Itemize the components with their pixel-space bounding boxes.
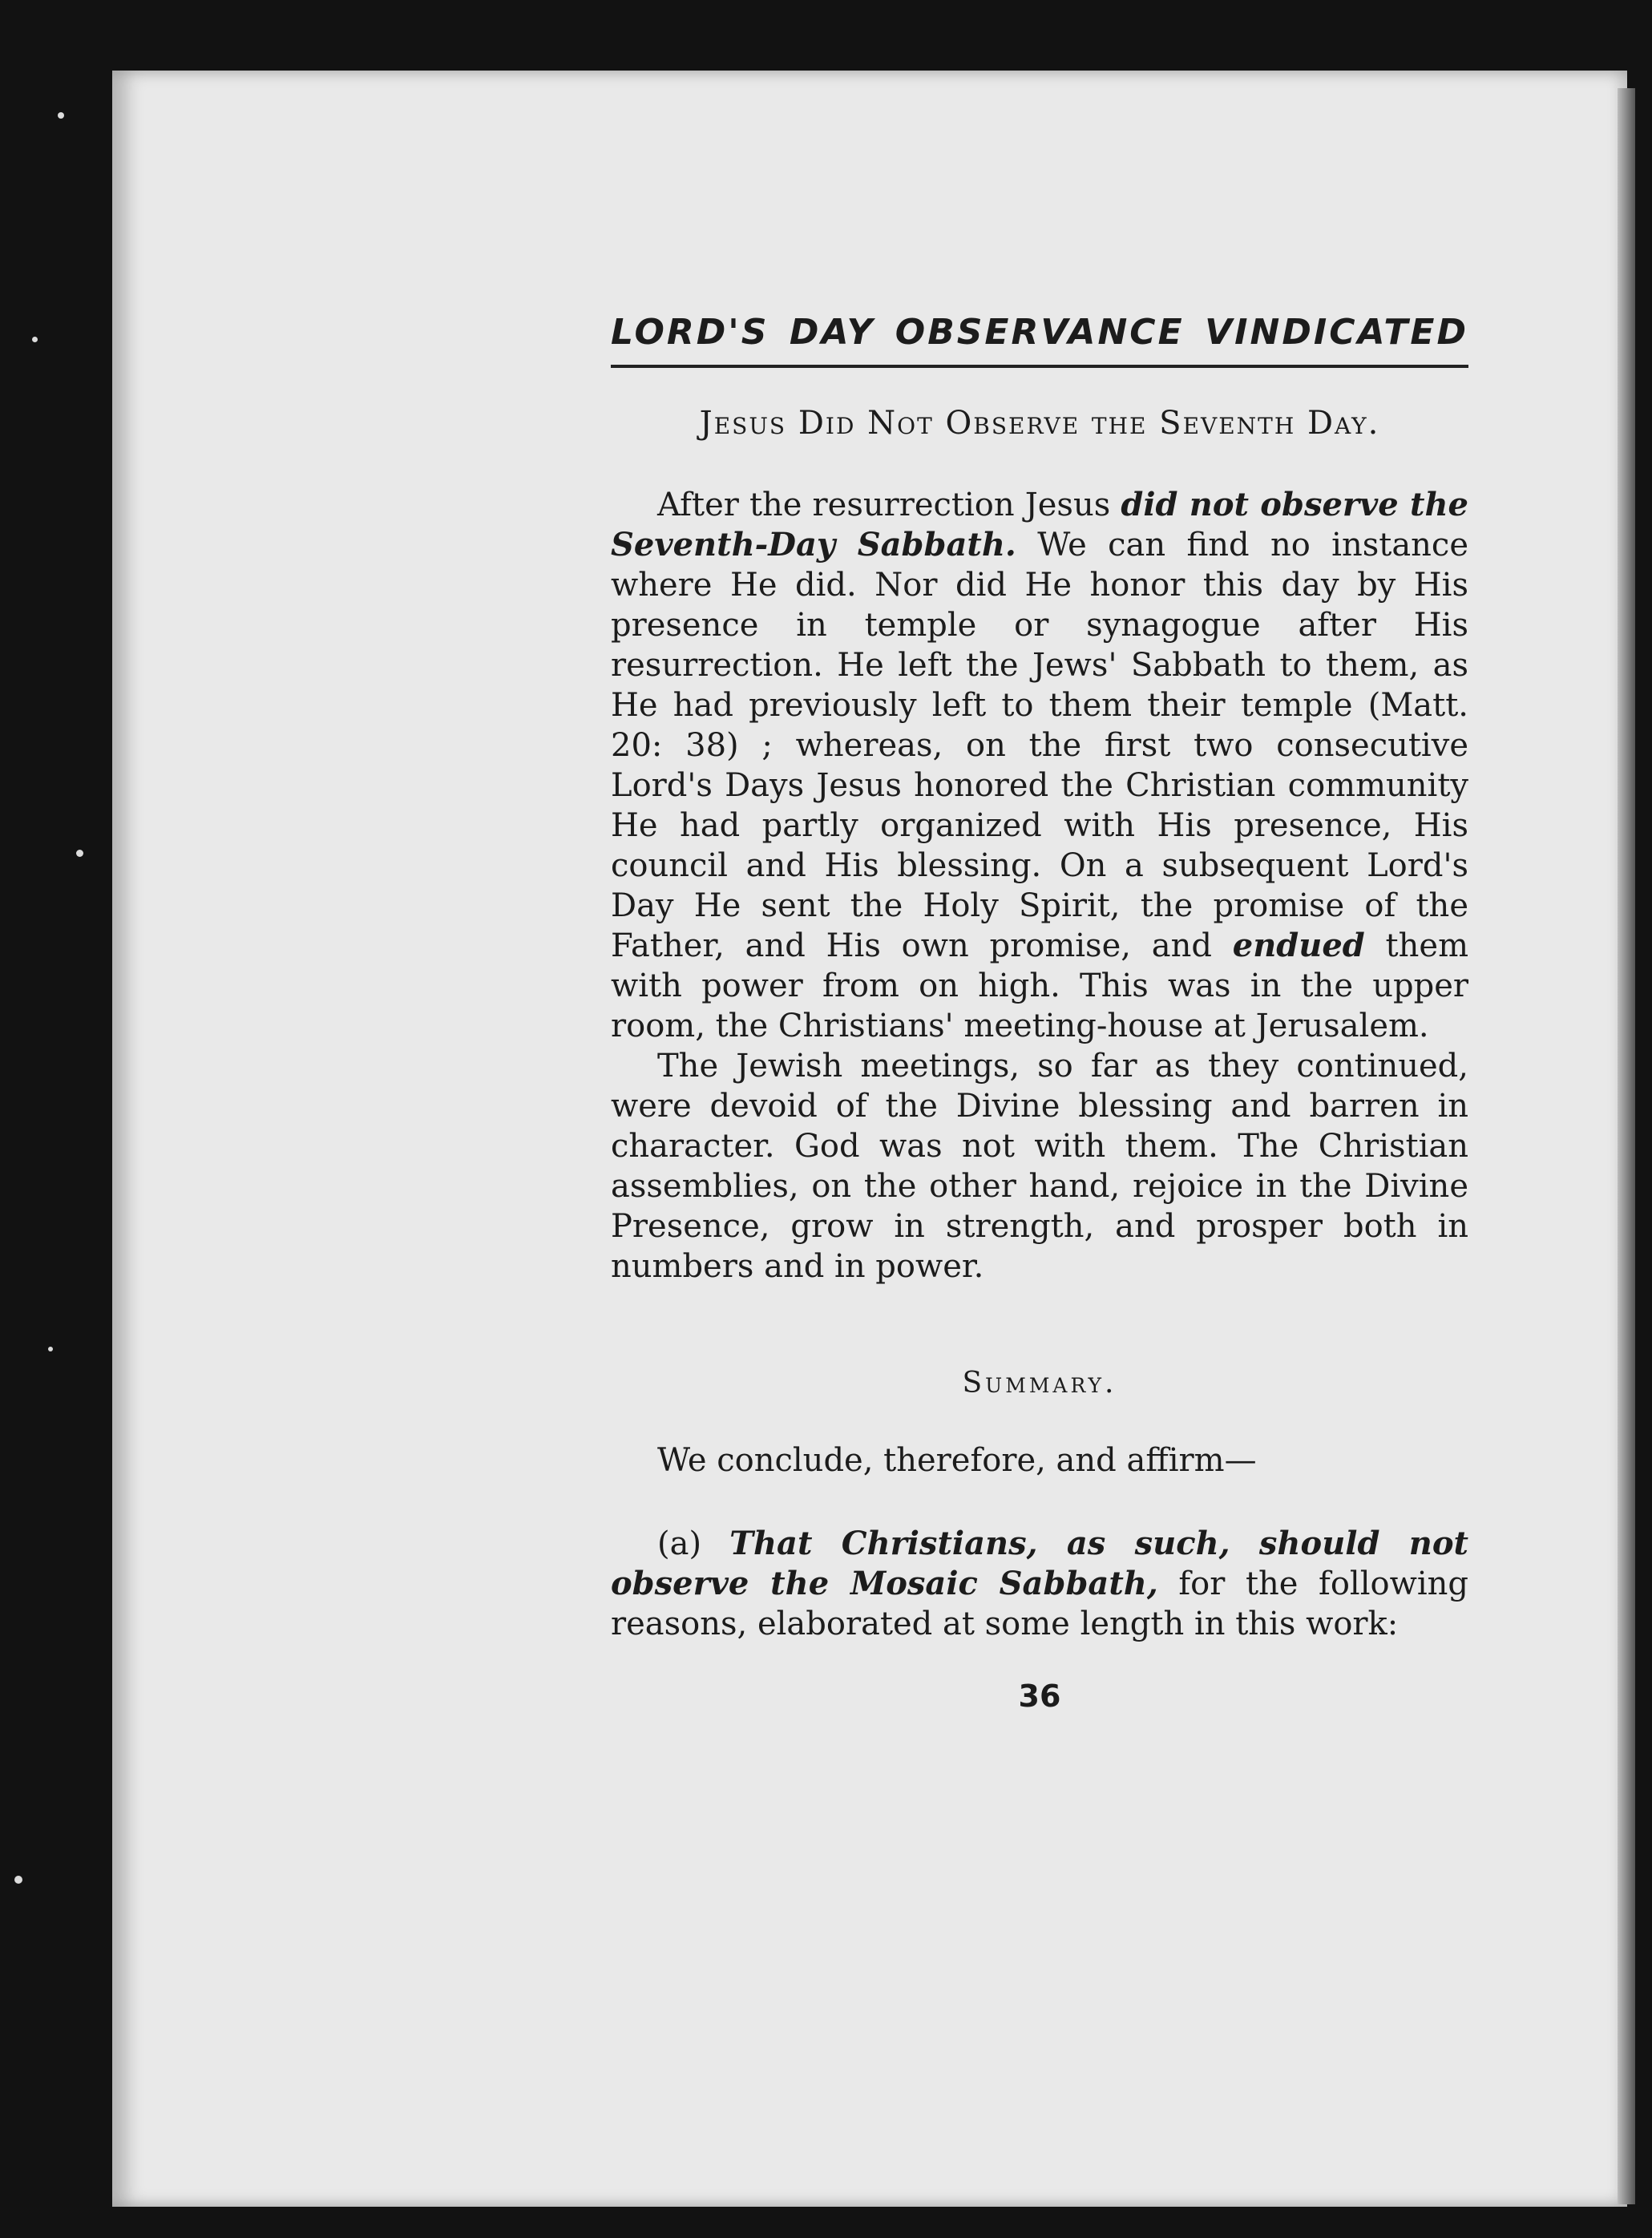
- section-title: Jesus Did Not Observe the Seventh Day.: [699, 405, 1380, 442]
- emphasized-text: That Christians, as such, should not observe the Mosaic Sabbath,: [611, 1525, 1468, 1602]
- paragraph-text: We can find no instance where He did. Nor did He honor this day by His presence in temple or synagogue after His resurrection. He left the Jews' Sabbath to them, as He had previously left to them their temple (Matt. 20: 38) ; whereas, on the first two consecutive Lord's Days Jesus honored the Christian community He had partly organized with His presence, His council and His blessing. On a subsequent Lord's Day He sent the Holy Spirit, the promise of the Father, and His own promise, and: [611, 527, 1469, 964]
- dust-speck: [76, 850, 83, 857]
- paragraph-text: for the following reasons, elaborated at some length in this work:: [611, 1565, 1468, 1642]
- page-content: [611, 309, 1468, 1716]
- point-label: (a): [657, 1525, 730, 1562]
- summary-heading: Summary.: [962, 1367, 1117, 1400]
- page-number: 36: [1018, 1678, 1061, 1714]
- paragraph-text: After the resurrection Jesus: [657, 487, 1121, 523]
- running-head: LORD'S DAY OBSERVANCE VINDICATED: [611, 312, 1468, 353]
- dust-speck: [14, 1876, 22, 1884]
- conclusion-line: We conclude, therefore, and affirm—: [657, 1442, 1257, 1479]
- emphasized-text: endued: [1232, 927, 1365, 964]
- page-edge-right: [1618, 88, 1635, 2204]
- dust-speck: [32, 337, 38, 342]
- paragraph-text: them with power from on high. This was in the upper room, the Christians' meeting-house at Jerusalem.: [611, 927, 1468, 1044]
- dust-speck: [48, 1347, 53, 1351]
- emphasized-text: did not observe the Seventh-Day Sabbath.: [611, 486, 1468, 564]
- running-head-rule: [611, 365, 1468, 368]
- body-paragraph: The Jewish meetings, so far as they continued, were devoid of the Divine blessing and barren in character. God was not with them. The Christian assemblies, on the other hand, rejoice in the Divine Presence, grow in strength, and prosper both in numbers and in power.: [611, 1048, 1468, 1285]
- summary-point-a: [611, 1524, 1468, 1644]
- dust-speck: [58, 112, 64, 119]
- body-paragraph: [611, 485, 1468, 1046]
